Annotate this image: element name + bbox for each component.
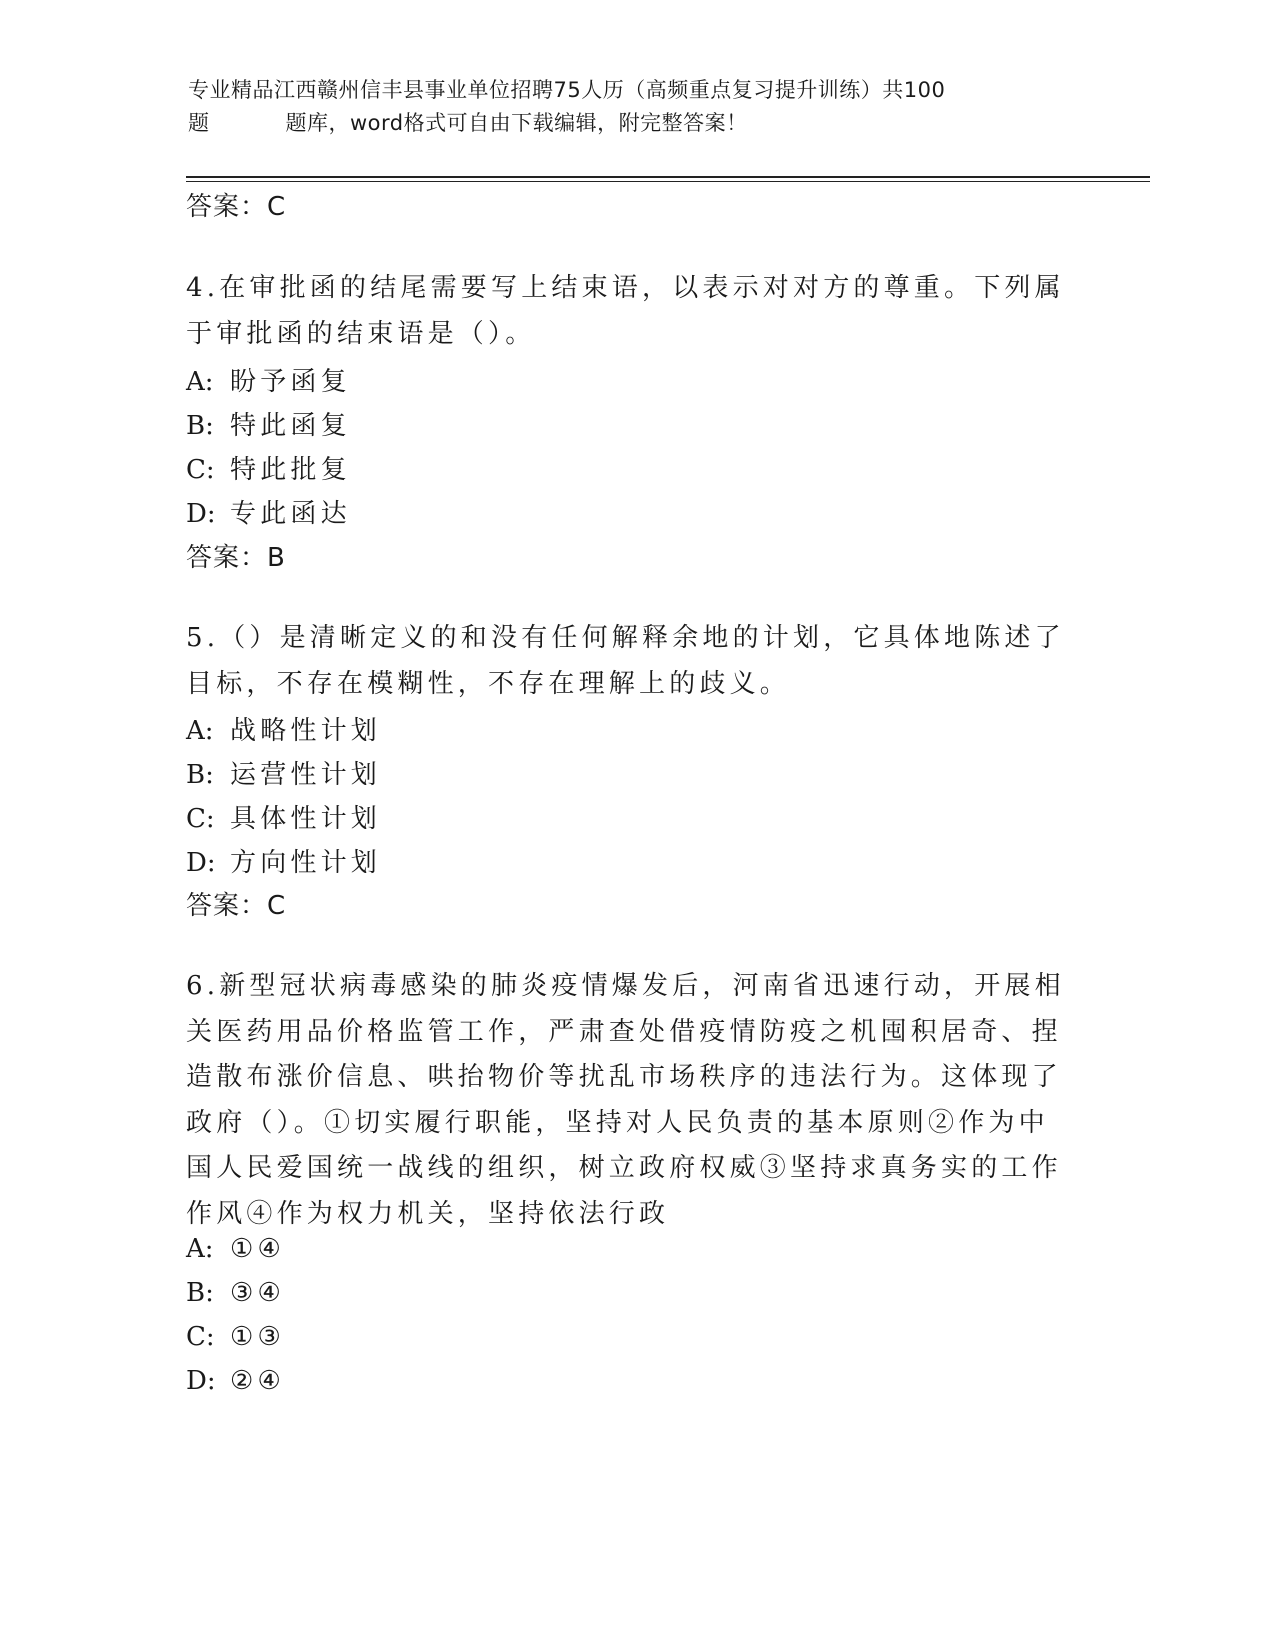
question-5-stem: 5.（）是清晰定义的和没有任何解释余地的计划，它具体地陈述了目标，不存在模糊性，不存在理解上的歧义。 — [186, 623, 1065, 699]
page-header — [188, 74, 1068, 140]
answer-previous: 答案：C — [186, 192, 287, 222]
question-6-option-b — [186, 1278, 285, 1308]
question-4-answer: 答案：B — [186, 543, 286, 573]
header-title-line2-right: 题库，word格式可自由下载编辑，附完整答案！ — [285, 111, 748, 135]
question-4-option-a — [186, 361, 351, 398]
question-5-answer: 答案：C — [186, 891, 287, 921]
option-text: 专此函达 — [230, 499, 351, 529]
option-text: ①③ — [230, 1322, 286, 1352]
question-4-option-d — [186, 493, 351, 530]
question-5-option-a — [186, 710, 381, 747]
question-5-option-c — [186, 798, 381, 835]
header-divider-thin — [186, 181, 1150, 182]
option-key: A: — [186, 716, 214, 746]
header-title-line2 — [188, 107, 1068, 140]
option-key: C: — [186, 455, 215, 485]
option-text: ①④ — [230, 1234, 286, 1264]
option-key: C: — [186, 804, 215, 834]
option-key: B: — [186, 411, 214, 441]
option-key: D: — [186, 1366, 216, 1396]
option-text: 特此函复 — [230, 411, 351, 441]
option-key: A: — [186, 1234, 214, 1264]
option-key: C: — [186, 1322, 215, 1352]
question-4-stem: 4.在审批函的结尾需要写上结束语，以表示对对方的尊重。下列属于审批函的结束语是（）。 — [186, 273, 1065, 349]
question-6-option-a — [186, 1234, 285, 1264]
option-text: ③④ — [230, 1278, 286, 1308]
option-key: B: — [186, 1278, 214, 1308]
option-key: A: — [186, 367, 214, 397]
option-text: 方向性计划 — [230, 848, 382, 878]
header-divider-thick — [186, 176, 1150, 178]
question-4-option-b — [186, 405, 351, 442]
header-title-line2-left: 题 — [188, 111, 210, 135]
question-6-stem: 6.新型冠状病毒感染的肺炎疫情爆发后，河南省迅速行动，开展相关医药用品价格监管工作，严肃查处借疫情防疫之机囤积居奇、捏造散布涨价信息、哄抬物价等扰乱市场秩序的违法行为。这体现了政府（）。①切实履行职能，坚持对人民负责的基本原则②作为中国人民爱国统一战线的组织，树立政府权威③坚持求真务实的工作作风④作为权力机关，坚持依法行政 — [186, 971, 1065, 1229]
option-text: 战略性计划 — [230, 716, 382, 746]
question-6-option-c — [186, 1322, 285, 1352]
option-text: 特此批复 — [230, 455, 351, 485]
question-6-option-d — [186, 1366, 285, 1396]
option-text: 运营性计划 — [230, 760, 382, 790]
option-text: 盼予函复 — [230, 367, 351, 397]
option-text: ②④ — [230, 1366, 286, 1396]
option-key: B: — [186, 760, 214, 790]
option-text: 具体性计划 — [230, 804, 382, 834]
question-4-option-c — [186, 449, 351, 486]
header-title-line1: 专业精品江西赣州信丰县事业单位招聘75人历（高频重点复习提升训练）共100 — [188, 78, 946, 102]
question-5-option-d — [186, 842, 381, 879]
option-key: D: — [186, 848, 216, 878]
question-5-option-b — [186, 754, 381, 791]
option-key: D: — [186, 499, 216, 529]
